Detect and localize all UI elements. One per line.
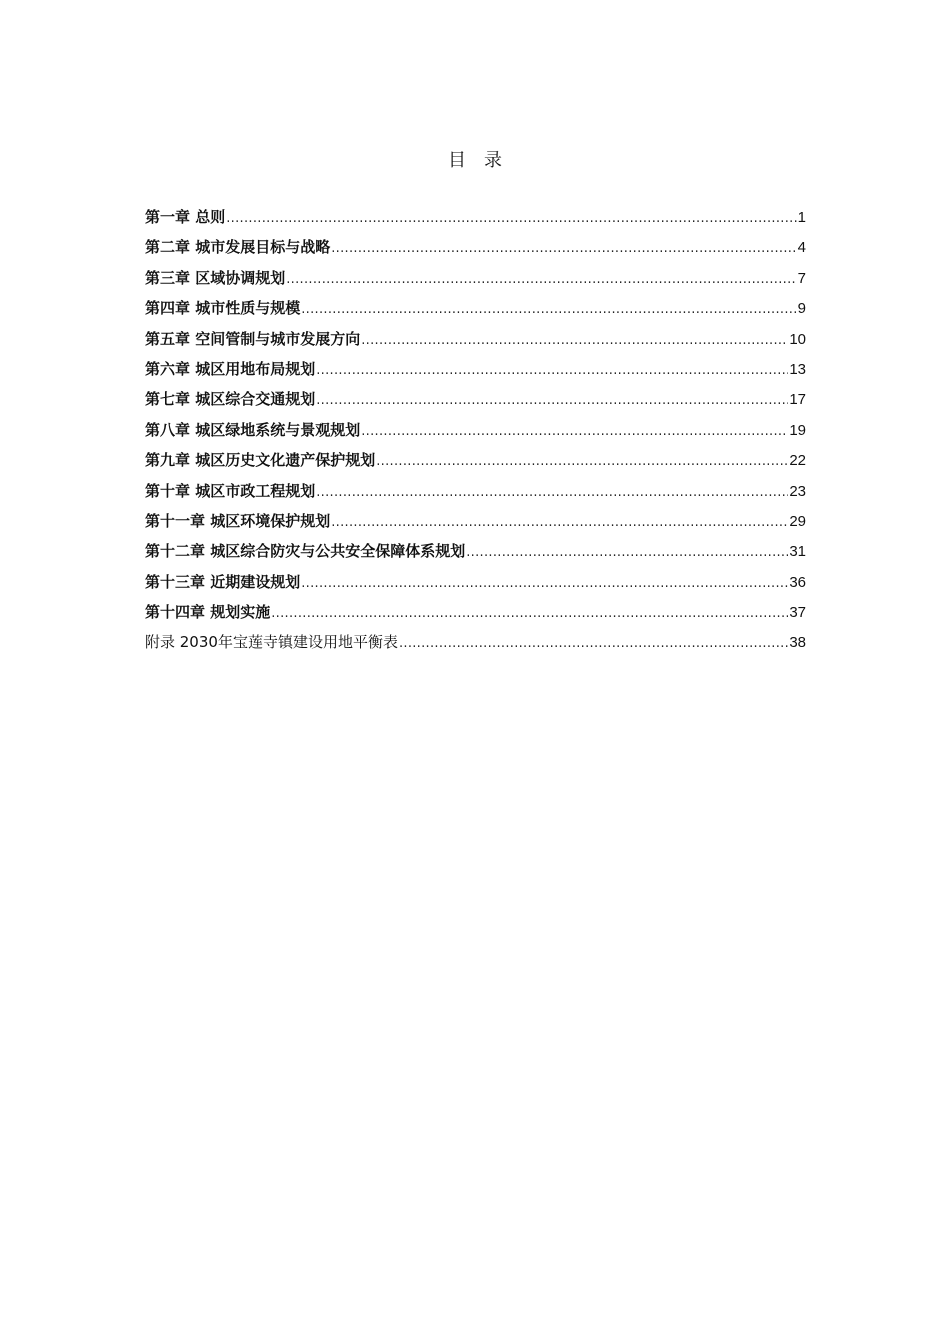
toc-entry-page: 22: [789, 452, 806, 470]
toc-entry-label: 第七章 城区综合交通规划: [145, 390, 316, 409]
toc-entry-label: 第十四章 规划实施: [145, 603, 271, 622]
toc-entry-page: 1: [797, 209, 806, 226]
toc-dot-leader: [316, 389, 788, 413]
toc-dot-leader: [361, 329, 788, 353]
toc-entry-7[interactable]: [145, 387, 806, 417]
toc-entry-page: 7: [797, 269, 806, 287]
toc-entry-page: 19: [789, 421, 806, 439]
toc-entry-4[interactable]: [145, 296, 806, 326]
toc-entry-page: 10: [789, 330, 806, 348]
toc-entry-12[interactable]: [145, 539, 806, 569]
toc-entry-page: 31: [789, 543, 806, 561]
toc-entry-label: 第四章 城市性质与规模: [145, 299, 301, 318]
toc-entry-3[interactable]: [145, 266, 806, 296]
toc-entry-label: 第八章 城区绿地系统与景观规划: [145, 420, 361, 439]
toc-entry-9[interactable]: [145, 448, 806, 478]
toc-dot-leader: [271, 602, 788, 626]
toc-entry-13[interactable]: [145, 570, 806, 600]
toc-entry-page: 38: [789, 634, 806, 652]
toc-entry-appendix[interactable]: [145, 630, 806, 660]
toc-entry-5[interactable]: [145, 327, 806, 357]
toc-dot-leader: [316, 481, 788, 505]
toc-entry-page: 36: [789, 573, 806, 591]
toc-entry-label: 第十章 城区市政工程规划: [145, 481, 316, 500]
toc-entry-2[interactable]: [145, 235, 806, 265]
toc-dot-leader: [376, 450, 788, 474]
toc-entry-label: 第十一章 城区环境保护规划: [145, 511, 331, 530]
toc-title: 目 录: [448, 150, 502, 171]
toc-entry-page: 4: [797, 239, 806, 257]
toc-dot-leader: [331, 511, 788, 535]
toc-entry-11[interactable]: [145, 509, 806, 539]
toc-entry-1[interactable]: [145, 205, 806, 235]
toc-entry-label: 第一章 总则: [145, 208, 226, 226]
toc-entry-label: 第三章 区域协调规划: [145, 268, 286, 287]
toc-dot-leader: [301, 572, 788, 596]
toc-entry-label: 第六章 城区用地布局规划: [145, 359, 316, 378]
toc-entry-page: 23: [789, 482, 806, 500]
toc-entry-page: 17: [789, 391, 806, 409]
toc-entry-14[interactable]: [145, 600, 806, 630]
toc-entry-label: 第十二章 城区综合防灾与公共安全保障体系规划: [145, 542, 466, 561]
toc-dot-leader: [361, 420, 788, 444]
toc-dot-leader: [226, 207, 796, 231]
toc-entry-10[interactable]: [145, 479, 806, 509]
toc-dot-leader: [316, 359, 788, 383]
toc-entry-label: 第二章 城市发展目标与战略: [145, 238, 331, 257]
toc-dot-leader: [301, 298, 796, 322]
toc-entry-8[interactable]: [145, 418, 806, 448]
toc-dot-leader: [331, 237, 796, 261]
toc-dot-leader: [399, 632, 788, 656]
toc-entry-label: 第十三章 近期建设规划: [145, 572, 301, 591]
toc-entry-label: 第五章 空间管制与城市发展方向: [145, 329, 361, 348]
toc-entry-page: 9: [797, 300, 806, 318]
toc-entry-page: 37: [789, 604, 806, 622]
toc-entry-page: 29: [789, 512, 806, 530]
toc-list: [145, 205, 806, 661]
toc-dot-leader: [286, 268, 796, 292]
toc-entry-label: 附录 2030年宝莲寺镇建设用地平衡表: [145, 633, 398, 652]
toc-dot-leader: [466, 541, 788, 565]
toc-entry-6[interactable]: [145, 357, 806, 387]
toc-entry-page: 13: [789, 360, 806, 378]
toc-entry-label: 第九章 城区历史文化遗产保护规划: [145, 451, 376, 470]
